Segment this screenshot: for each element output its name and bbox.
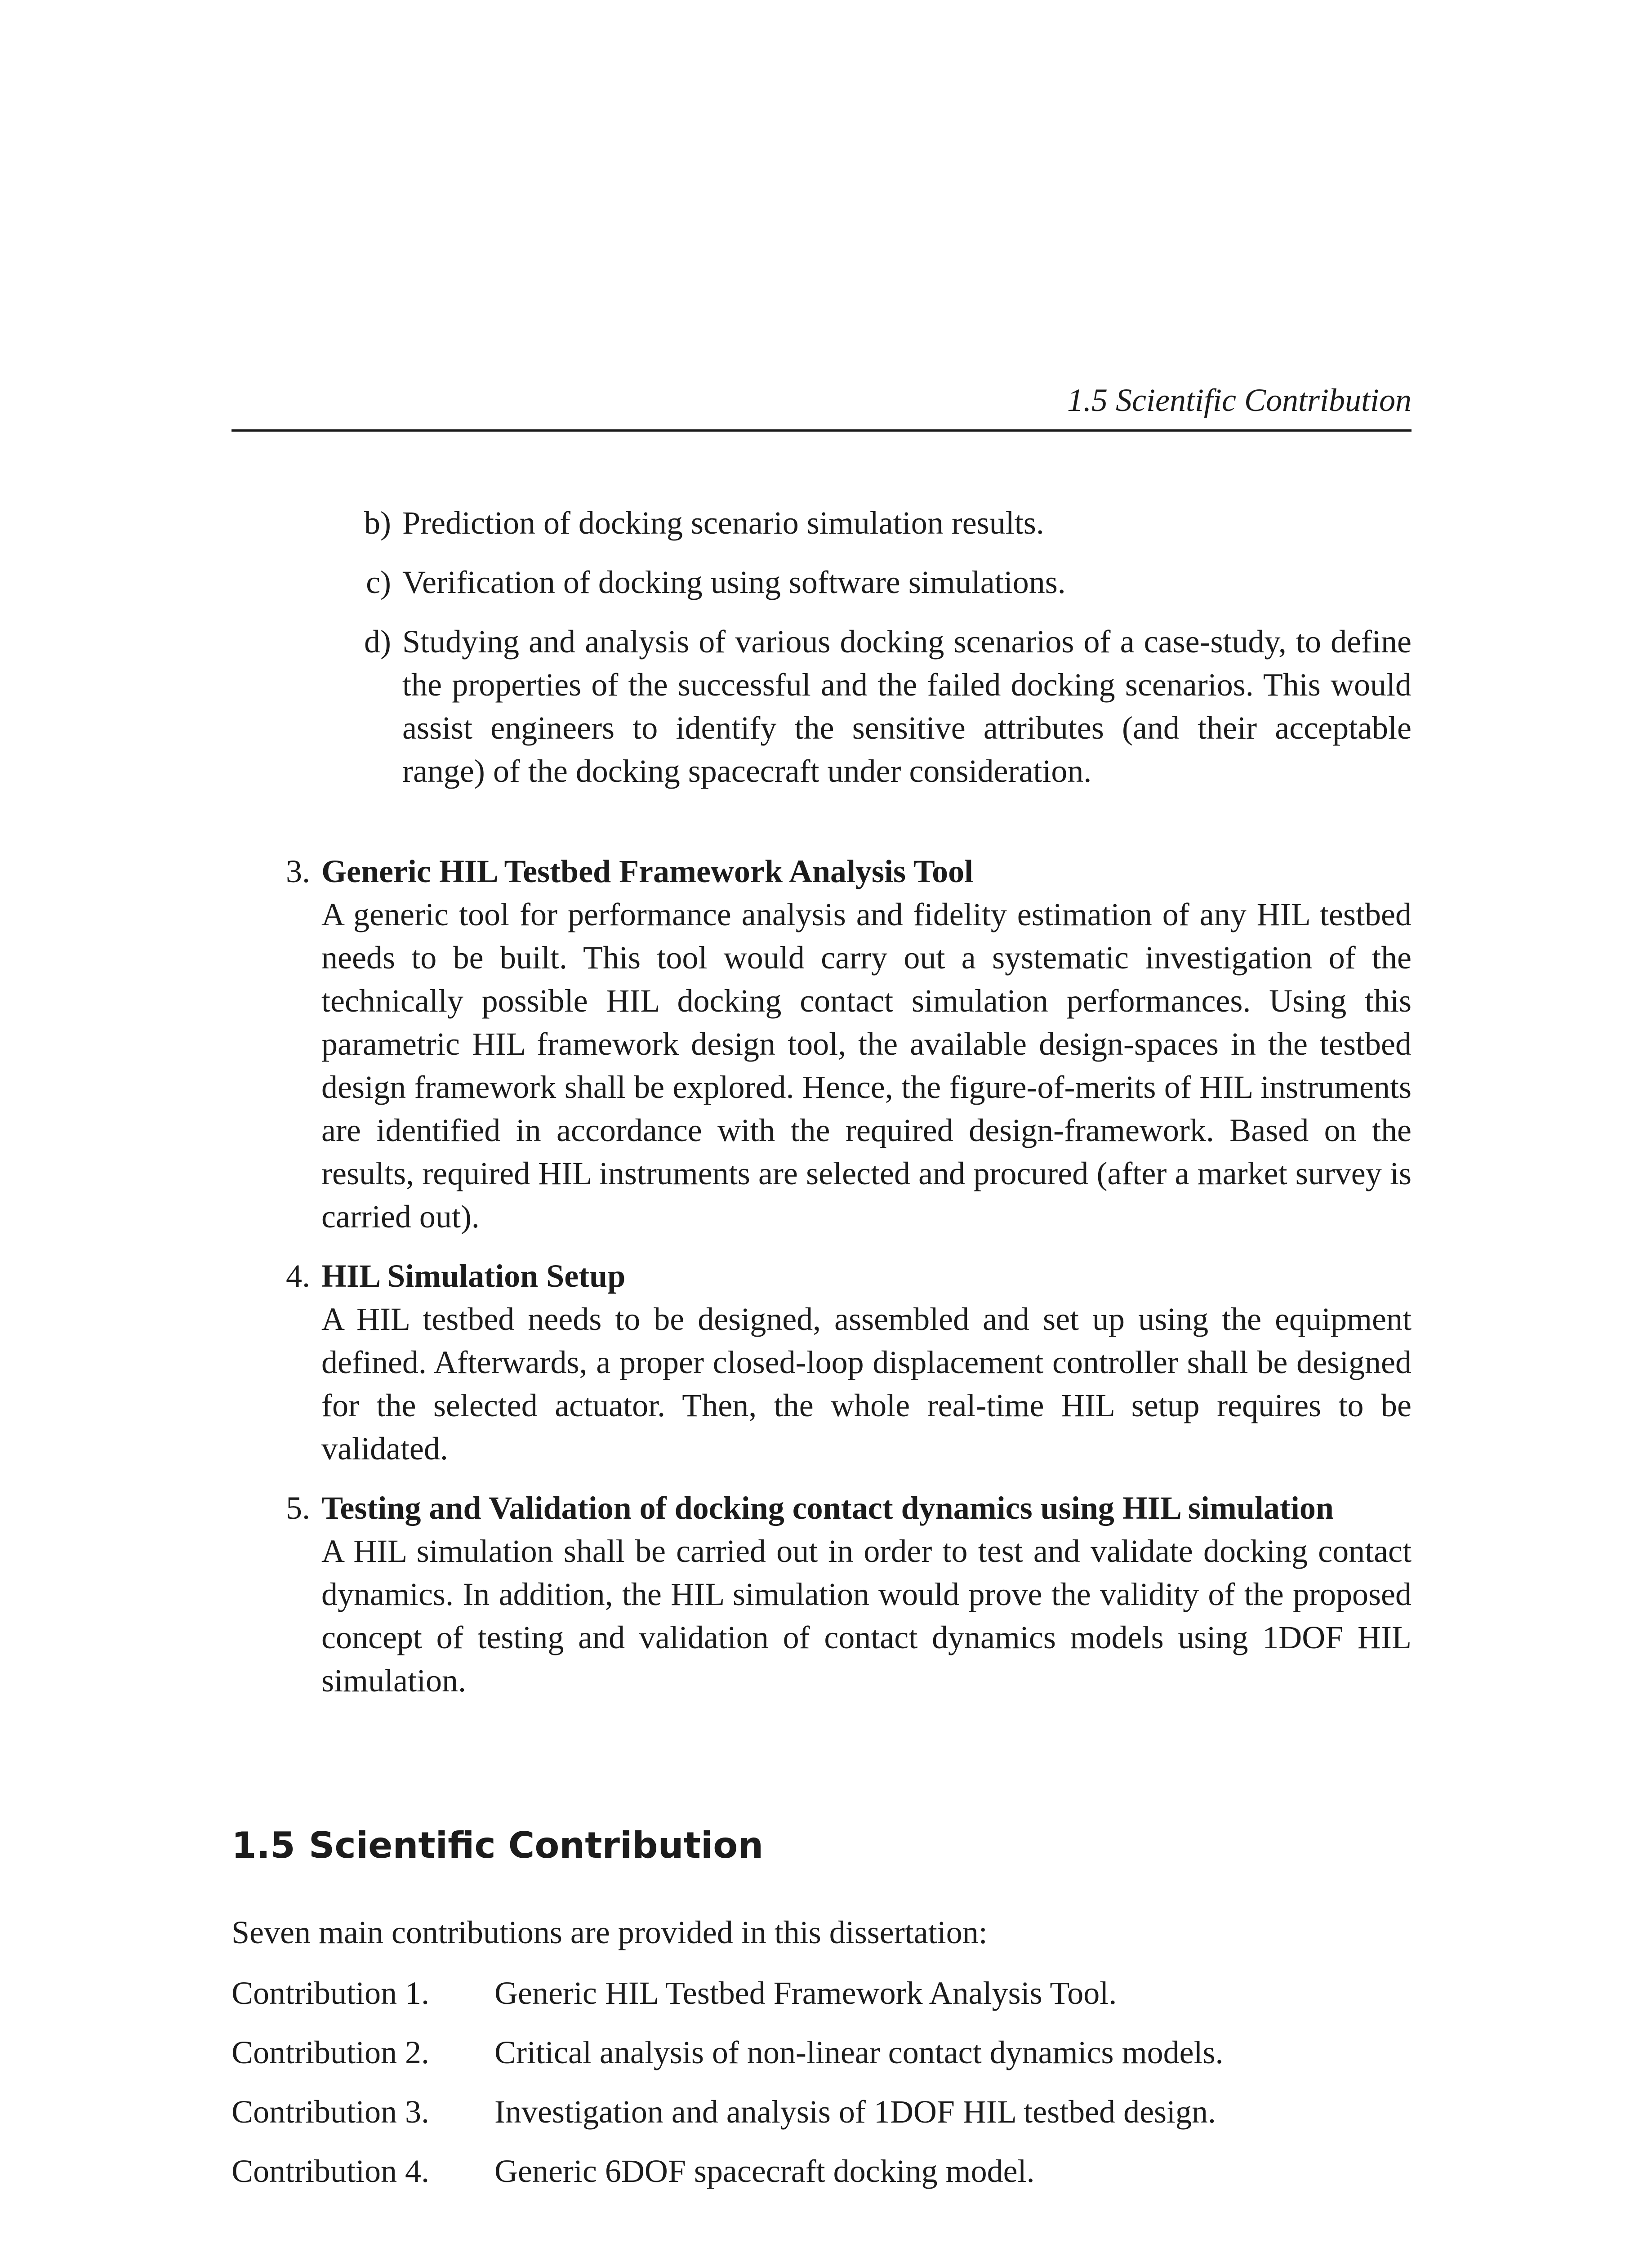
sub-item bbox=[342, 501, 1412, 544]
section-title: Scientific Contribution bbox=[308, 1824, 764, 1866]
numbered-item-marker: 5. bbox=[286, 1490, 310, 1526]
sub-item-marker: c) bbox=[366, 564, 391, 600]
section-heading bbox=[232, 1823, 763, 1868]
contribution-item bbox=[232, 2150, 1412, 2193]
numbered-item-title: Testing and Validation of docking contact dynamics using HIL simulation bbox=[321, 1490, 1334, 1526]
contribution-text: Generic 6DOF spacecraft docking model. bbox=[494, 2153, 1035, 2189]
numbered-item-marker: 3. bbox=[286, 853, 310, 889]
section-number: 1.5 bbox=[232, 1824, 295, 1866]
numbered-item-body: A HIL testbed needs to be designed, assembled and set up using the equipment defined. Afterwards, a proper closed-loop displacement controller shall be designed for the selected actuator. Then, the whole real-time HIL setup requires to be validated. bbox=[321, 1301, 1412, 1467]
sub-item-text: Verification of docking using software simulations. bbox=[402, 564, 1066, 600]
contribution-label: Contribution 4. bbox=[232, 2153, 430, 2189]
contribution-item bbox=[232, 2031, 1412, 2074]
contribution-text: Generic HIL Testbed Framework Analysis Tool. bbox=[494, 1975, 1117, 2011]
numbered-item bbox=[252, 850, 1412, 1238]
sub-item-marker: d) bbox=[364, 624, 391, 660]
contribution-label: Contribution 1. bbox=[232, 1975, 430, 2011]
contribution-text: Critical analysis of non-linear contact dynamics models. bbox=[494, 2034, 1224, 2070]
numbered-item-marker: 4. bbox=[286, 1258, 310, 1294]
contribution-label: Contribution 3. bbox=[232, 2094, 430, 2130]
running-head: 1.5 Scientific Contribution bbox=[1067, 382, 1412, 418]
sub-item-text: Prediction of docking scenario simulation results. bbox=[402, 505, 1044, 541]
sub-item-text: Studying and analysis of various docking scenarios of a case-study, to define the properties of the successful and the failed docking scenarios. This would assist engineers to identify the sensitive attributes (and their acceptable range) of the docking spacecraft under consideration. bbox=[402, 624, 1412, 789]
numbered-item-title: Generic HIL Testbed Framework Analysis Tool bbox=[321, 853, 974, 889]
contribution-list bbox=[232, 1971, 1412, 2209]
contribution-label: Contribution 2. bbox=[232, 2034, 430, 2070]
numbered-item-title: HIL Simulation Setup bbox=[321, 1258, 626, 1294]
contribution-item bbox=[232, 2090, 1412, 2133]
numbered-item bbox=[252, 1486, 1412, 1702]
contribution-text: Investigation and analysis of 1DOF HIL testbed design. bbox=[494, 2094, 1216, 2130]
intro-paragraph: Seven main contributions are provided in this dissertation: bbox=[232, 1914, 988, 1950]
sub-item-marker: b) bbox=[364, 505, 391, 541]
sub-item-list bbox=[342, 501, 1412, 809]
sub-item bbox=[342, 561, 1412, 604]
numbered-item bbox=[252, 1254, 1412, 1470]
sub-item bbox=[342, 620, 1412, 793]
numbered-item-body: A HIL simulation shall be carried out in order to test and validate docking contact dynamics. In addition, the HIL simulation would prove the validity of the proposed concept of testing and validation of contact dynamics models using 1DOF HIL simulation. bbox=[321, 1533, 1412, 1699]
numbered-item-body: A generic tool for performance analysis and fidelity estimation of any HIL testbed needs to be built. This tool would carry out a systematic investigation of the technically possible HIL docking contact simulation performances. Using this parametric HIL framework design tool, the available design-spaces in the testbed design framework shall be explored. Hence, the figure-of-merits of HIL instruments are identified in accordance with the required design-framework. Based on the results, required HIL instruments are selected and procured (after a market survey is carried out). bbox=[321, 897, 1412, 1235]
numbered-item-list bbox=[252, 850, 1412, 1718]
header-rule bbox=[232, 429, 1412, 432]
contribution-item bbox=[232, 1971, 1412, 2015]
